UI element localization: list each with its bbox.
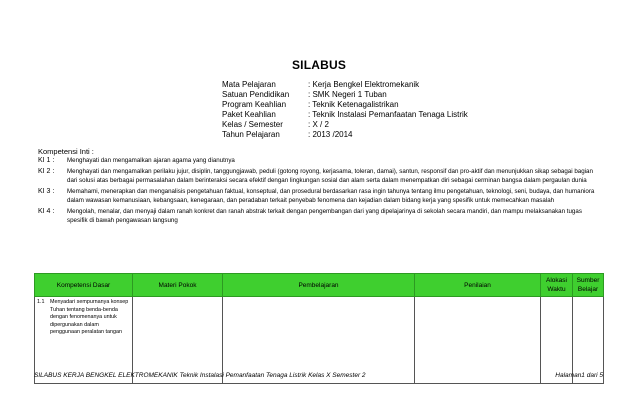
meta-label: Program Keahlian [222, 100, 287, 109]
meta-row-school [222, 90, 468, 100]
kd-number: 1.1 [37, 299, 45, 305]
ki-text: Mengolah, menalar, dan menyaji dalam ranah konkret dan ranah abstrak terkait dengan pengembangan dari yang dipelajarinya di sekolah secara mandiri, dan mampu melaksanakan tugas spesifik di bawah pengawasan langsung [67, 207, 582, 224]
column-header-sumber-belajar: Sumber Belajar [573, 274, 604, 297]
ki-text: Menghayati dan mengamalkan ajaran agama yang dianutnya [67, 157, 235, 164]
kd-text: Menyadari sempurnanya konsep Tuhan tentang benda-benda dengan fenomenanya untuk dipergunakan dalam penggunaan peralatan tangan [50, 299, 129, 336]
cell-materi-pokok [133, 297, 223, 384]
cell-kompetensi-dasar [35, 297, 133, 384]
cell-pembelajaran [223, 297, 415, 384]
column-header-penilaian: Penilaian [415, 274, 541, 297]
syllabus-table [34, 273, 604, 384]
ki-label: KI 1 : [38, 157, 55, 164]
ki-item [38, 187, 603, 206]
table-row [35, 297, 604, 384]
document-title: SILABUS [291, 58, 347, 72]
cell-alokasi-waktu [541, 297, 573, 384]
column-header-alokasi-waktu: Alokasi Waktu [541, 274, 573, 297]
ki-item [38, 167, 603, 186]
meta-value: : Kerja Bengkel Elektromekanik [308, 80, 420, 89]
ki-label: KI 2 : [38, 167, 55, 175]
meta-value: : Teknik Ketenagalistrikan [308, 100, 399, 109]
meta-row-year [222, 130, 468, 140]
meta-label: Tahun Pelajaran [222, 130, 280, 139]
page-footer [34, 372, 603, 379]
meta-label: Satuan Pendidikan [222, 90, 290, 99]
ki-item [38, 207, 603, 226]
meta-label: Mata Pelajaran [222, 80, 276, 89]
column-header-pembelajaran: Pembelajaran [223, 274, 415, 297]
cell-sumber-belajar [573, 297, 604, 384]
meta-row-package [222, 110, 468, 120]
meta-value: : SMK Negeri 1 Tuban [308, 90, 387, 99]
syllabus-metadata [222, 80, 468, 140]
kompetensi-inti-heading: Kompetensi Inti : [38, 147, 94, 156]
footer-document-title: SILABUS KERJA BENGKEL ELEKTROMEKANIK Teknik Instalasi Pemanfaatan Tenaga Listrik Kelas X Semester 2 [34, 372, 366, 379]
ki-label: KI 3 : [38, 187, 55, 195]
column-header-materi-pokok: Materi Pokok [133, 274, 223, 297]
meta-value: : Teknik Instalasi Pemanfaatan Tenaga Listrik [308, 110, 468, 119]
meta-row-class [222, 120, 468, 130]
kompetensi-inti-list [38, 156, 603, 227]
ki-item [38, 156, 603, 166]
page-number: Halaman1 dari 5 [555, 372, 603, 379]
table-header-row [35, 274, 604, 297]
meta-row-subject [222, 80, 468, 90]
cell-penilaian [415, 297, 541, 384]
ki-label: KI 4 : [38, 207, 55, 215]
meta-value: : 2013 /2014 [308, 130, 353, 139]
ki-text: Menghayati dan mengamalkan perilaku jujur, disiplin, tanggungjawab, peduli (gotong royong, kerjasama, toleran, damai), santun, responsif dan pro-aktif dan menunjukkan sikap sebagai bagian dari solusi atas berbagai permasalahan dalam berinteraksi secara efektif dengan lingkungan sosial dan alam serta dalam menempatkan diri sebagai cerminan bangsa dalam pergaulan dunia [67, 167, 593, 184]
meta-value: : X / 2 [308, 120, 329, 129]
column-header-kompetensi-dasar: Kompetensi Dasar [35, 274, 133, 297]
meta-label: Kelas / Semester [222, 120, 283, 129]
ki-text: Memahami, menerapkan dan menganalisis pengetahuan faktual, konseptual, dan prosedural berdasarkan rasa ingin tahunya tentang ilmu pengetahuan, teknologi, seni, budaya, dan humaniora dalam wawasan kemanusiaan, kebangsaan, kenegaraan, dan peradaban terkait penyebab fenomena dan kejadian dalam bidang kerja yang spesifik untuk memecahkan masalah [67, 187, 595, 204]
meta-label: Paket Keahlian [222, 110, 276, 119]
meta-row-program [222, 100, 468, 110]
